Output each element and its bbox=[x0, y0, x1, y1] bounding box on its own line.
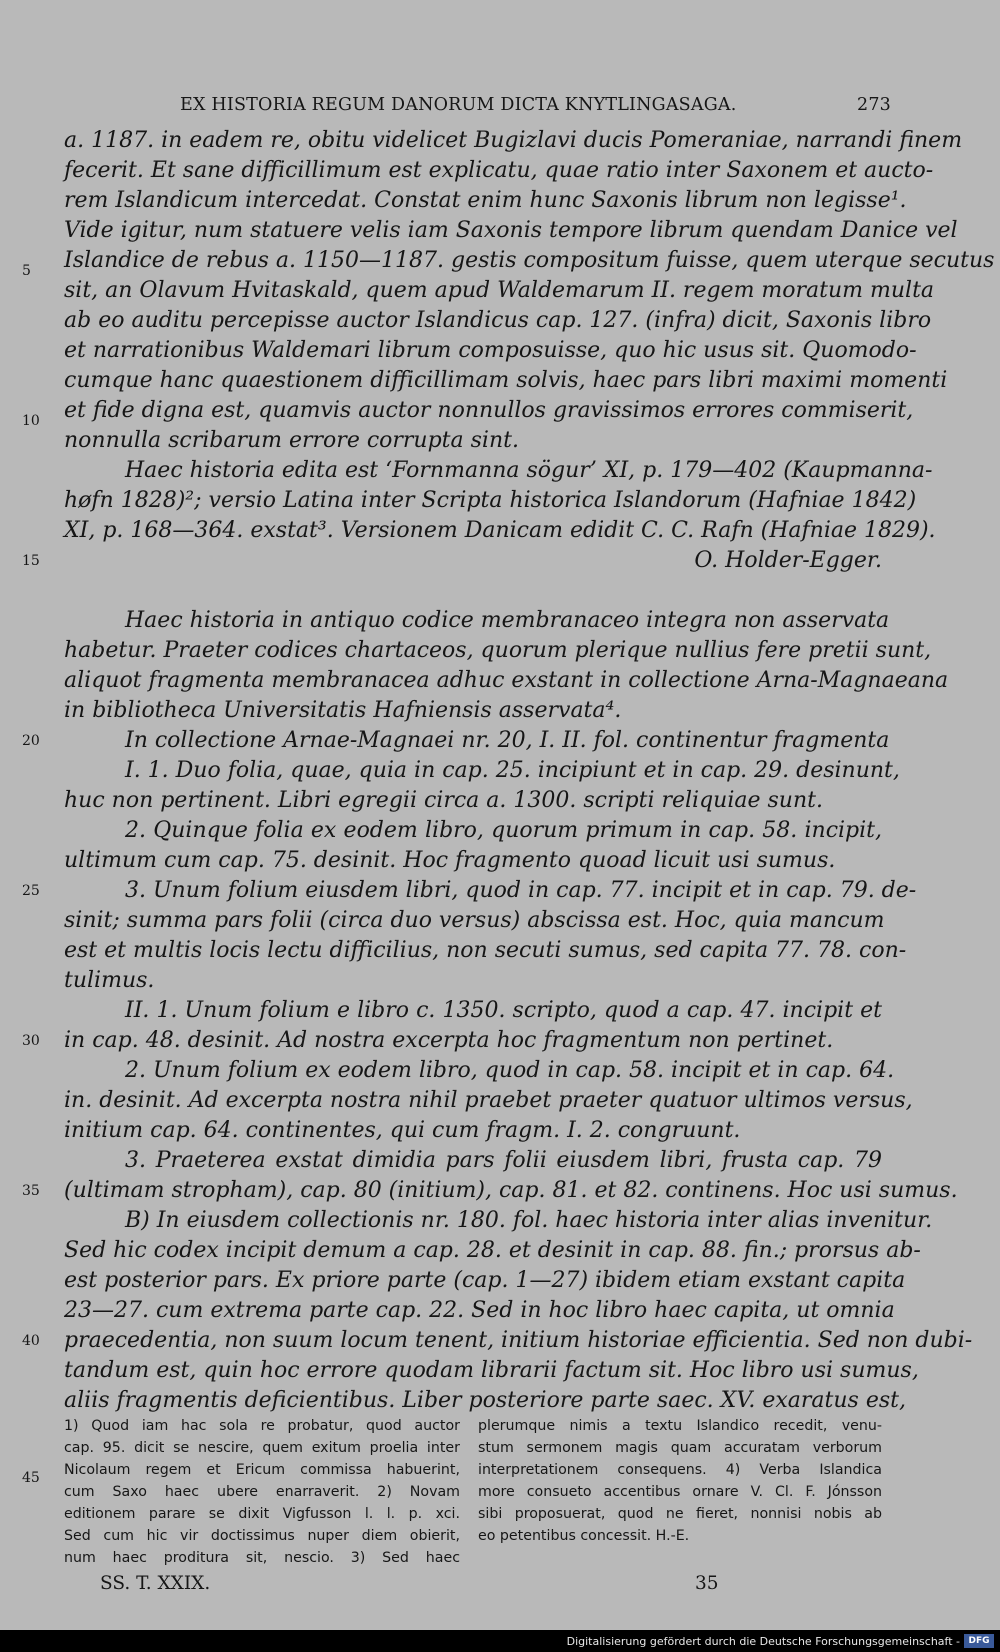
footnote-line: cap. 95. dicit se nescire, quem exitum proelia inter bbox=[64, 1440, 460, 1456]
line-number: 45 bbox=[22, 1470, 40, 1486]
body-line: huc non pertinent. Libri egregii circa a. 1300. scripti reliquiae sunt. bbox=[64, 788, 823, 813]
body-line: I. 1. Duo folia, quae, quia in cap. 25. incipiunt et in cap. 29. desinunt, bbox=[125, 758, 900, 783]
line-number: 5 bbox=[22, 263, 31, 279]
body-line: ab eo auditu percepisse auctor Islandicus cap. 127. (infra) dicit, Saxonis libro bbox=[64, 308, 932, 333]
body-line: sinit; summa pars folii (circa duo versus) abscissa est. Hoc, quia mancum bbox=[64, 908, 885, 933]
body-line: tandum est, quin hoc errore quodam librarii factum sit. Hoc libro usi sumus, bbox=[64, 1358, 919, 1383]
body-line: tulimus. bbox=[64, 968, 155, 993]
body-line: høfn 1828)²; versio Latina inter Scripta historica Islandorum (Hafniae 1842) bbox=[64, 488, 917, 513]
footnote-line: Sed cum hic vir doctissimus nuper diem obierit, bbox=[64, 1528, 460, 1544]
line-number: 35 bbox=[22, 1183, 40, 1199]
dfg-logo: DFG bbox=[964, 1634, 994, 1648]
footnote-line: 1) Quod iam hac sola re probatur, quod auctor bbox=[64, 1418, 460, 1434]
signature-mark: SS. T. XXIX. bbox=[100, 1573, 211, 1594]
footnote-line: plerumque nimis a textu Islandico recedit, venu- bbox=[478, 1418, 882, 1434]
footnote-line: editionem parare se dixit Vigfusson l. l. p. xci. bbox=[64, 1506, 460, 1522]
sheet-number: 35 bbox=[695, 1573, 719, 1594]
footnote-line: eo petentibus concessit. H.-E. bbox=[478, 1528, 690, 1544]
line-number: 10 bbox=[22, 413, 40, 429]
body-line: est et multis locis lectu difficilius, non secuti sumus, sed capita 77. 78. con- bbox=[64, 938, 907, 963]
body-line: (ultimam stropham), cap. 80 (initium), cap. 81. et 82. continens. Hoc usi sumus. bbox=[64, 1178, 958, 1203]
body-line: B) In eiusdem collectionis nr. 180. fol. haec historia inter alias invenitur. bbox=[125, 1208, 933, 1233]
line-number: 40 bbox=[22, 1333, 40, 1349]
body-line: rem Islandicum intercedat. Constat enim hunc Saxonis librum non legisse¹. bbox=[64, 188, 907, 213]
body-line: in. desinit. Ad excerpta nostra nihil praebet praeter quatuor ultimos versus, bbox=[64, 1088, 913, 1113]
digitization-credit-text: Digitalisierung gefördert durch die Deutsche Forschungsgemeinschaft - bbox=[566, 1635, 960, 1648]
body-line: 2. Unum folium ex eodem libro, quod in cap. 58. incipit et in cap. 64. bbox=[125, 1058, 895, 1083]
body-line: XI, p. 168—364. exstat³. Versionem Danicam edidit C. C. Rafn (Hafniae 1829). bbox=[64, 518, 936, 543]
body-line: in cap. 48. desinit. Ad nostra excerpta hoc fragmentum non pertinet. bbox=[64, 1028, 834, 1053]
body-line: 2. Quinque folia ex eodem libro, quorum primum in cap. 58. incipit, bbox=[125, 818, 882, 843]
body-line: initium cap. 64. continentes, qui cum fragm. I. 2. congruunt. bbox=[64, 1118, 741, 1143]
body-line: in bibliotheca Universitatis Hafniensis asservata⁴. bbox=[64, 698, 622, 723]
digitization-credit-bar bbox=[0, 1630, 1000, 1652]
body-line: et fide digna est, quamvis auctor nonnullos gravissimos errores commiserit, bbox=[64, 398, 914, 423]
line-number: 25 bbox=[22, 883, 40, 899]
body-line: et narrationibus Waldemari librum composuisse, quo hic usus sit. Quomodo- bbox=[64, 338, 917, 363]
body-line: nonnulla scribarum errore corrupta sint. bbox=[64, 428, 519, 453]
page-number: 273 bbox=[857, 95, 892, 115]
footnote-line: interpretationem consequens. 4) Verba Islandica bbox=[478, 1462, 882, 1478]
body-line: 23—27. cum extrema parte cap. 22. Sed in hoc libro haec capita, ut omnia bbox=[64, 1298, 895, 1323]
footnote-line: cum Saxo haec ubere enarraverit. 2) Novam bbox=[64, 1484, 460, 1500]
body-line: 3. Unum folium eiusdem libri, quod in cap. 77. incipit et in cap. 79. de- bbox=[125, 878, 917, 903]
footnote-line: stum sermonem magis quam accuratam verborum bbox=[478, 1440, 882, 1456]
footnote-line: more consueto accentibus ornare V. Cl. F. Jónsson bbox=[478, 1484, 882, 1500]
editor-signature: O. Holder-Egger. bbox=[694, 548, 882, 573]
body-line: In collectione Arnae-Magnaei nr. 20, I. II. fol. continentur fragmenta bbox=[125, 728, 890, 753]
body-line: a. 1187. in eadem re, obitu videlicet Bugizlavi ducis Pomeraniae, narrandi finem bbox=[64, 128, 963, 153]
footnote-line: num haec proditura sit, nescio. 3) Sed haec bbox=[64, 1550, 460, 1566]
body-line: habetur. Praeter codices chartaceos, quorum plerique nullius fere pretii sunt, bbox=[64, 638, 932, 663]
body-line: 3. Praeterea exstat dimidia pars folii eiusdem libri, frusta cap. 79 bbox=[125, 1148, 882, 1173]
running-head: EX HISTORIA REGUM DANORUM DICTA KNYTLINGASAGA. bbox=[180, 95, 737, 115]
line-number: 20 bbox=[22, 733, 40, 749]
body-line: sit, an Olavum Hvitaskald, quem apud Waldemarum II. regem moratum multa bbox=[64, 278, 935, 303]
body-line: est posterior pars. Ex priore parte (cap. 1—27) ibidem etiam exstant capita bbox=[64, 1268, 906, 1293]
body-line: ultimum cum cap. 75. desinit. Hoc fragmento quoad licuit usi sumus. bbox=[64, 848, 836, 873]
body-line: Vide igitur, num statuere velis iam Saxonis tempore librum quendam Danice vel bbox=[64, 218, 958, 243]
line-number: 15 bbox=[22, 553, 40, 569]
body-line: cumque hanc quaestionem difficillimam solvis, haec pars libri maximi momenti bbox=[64, 368, 948, 393]
footnote-line: Nicolaum regem et Ericum commissa habuerint, bbox=[64, 1462, 460, 1478]
body-line: aliquot fragmenta membranacea adhuc exstant in collectione Arna-Magnaeana bbox=[64, 668, 949, 693]
line-number: 30 bbox=[22, 1033, 40, 1049]
body-line: II. 1. Unum folium e libro c. 1350. scripto, quod a cap. 47. incipit et bbox=[125, 998, 882, 1023]
body-line: fecerit. Et sane difficillimum est explicatu, quae ratio inter Saxonem et aucto- bbox=[64, 158, 934, 183]
body-line: Haec historia edita est ‘Fornmanna sögur’ XI, p. 179—402 (Kaupmanna- bbox=[125, 458, 933, 483]
body-line: aliis fragmentis deficientibus. Liber posteriore parte saec. XV. exaratus est, bbox=[64, 1388, 906, 1413]
body-line: Haec historia in antiquo codice membranaceo integra non asservata bbox=[125, 608, 890, 633]
body-line: Sed hic codex incipit demum a cap. 28. et desinit in cap. 88. fin.; prorsus ab- bbox=[64, 1238, 921, 1263]
body-line: Islandice de rebus a. 1150—1187. gestis compositum fuisse, quem uterque secutus bbox=[64, 248, 995, 273]
body-line: praecedentia, non suum locum tenent, initium historiae efficientia. Sed non dubi- bbox=[64, 1328, 973, 1353]
footnote-line: sibi proposuerat, quod ne fieret, nonnisi nobis ab bbox=[478, 1506, 882, 1522]
